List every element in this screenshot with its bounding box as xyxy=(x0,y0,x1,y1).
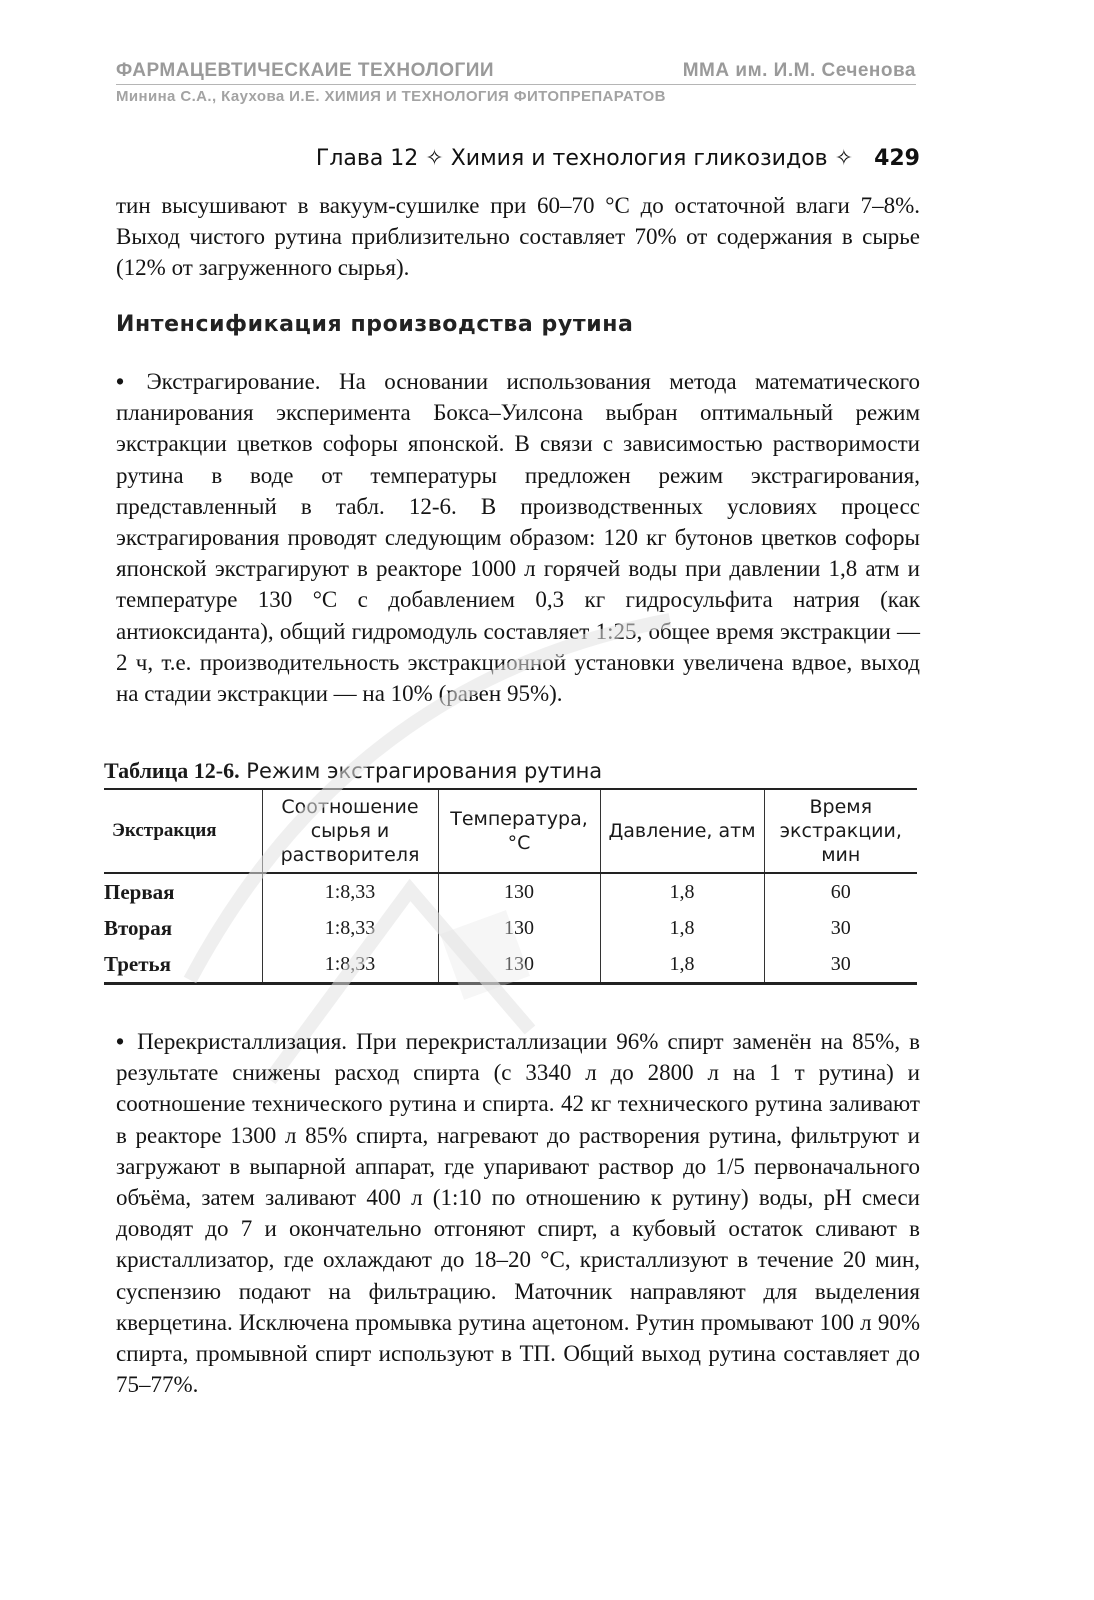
header-subtitle: Минина С.А., Каухова И.Е. ХИМИЯ И ТЕХНОЛОГИЯ ФИТОПРЕПАРАТОВ xyxy=(116,88,666,105)
table-caption-label: Таблица 12-6. xyxy=(104,758,240,783)
table-cell: 1,8 xyxy=(600,946,764,984)
table-cell: Третья xyxy=(104,951,171,976)
recrystallization-paragraph xyxy=(116,1026,920,1400)
section-title: Интенсификация производства рутина xyxy=(116,312,634,337)
header-left: ФАРМАЦЕВТИЧЕСКАИЕ ТЕХНОЛОГИИ xyxy=(116,60,495,81)
extraction-paragraph xyxy=(116,366,920,709)
table-cell: Первая xyxy=(104,879,175,904)
header-right: ММА им. И.М. Сеченова xyxy=(682,60,916,81)
chapter-title: Глава 12 ✧ Химия и технология гликозидов ✧ xyxy=(315,146,854,171)
table-header-row xyxy=(104,789,917,873)
page-number: 429 xyxy=(874,146,920,171)
table-cell: 130 xyxy=(438,910,600,946)
extraction-table xyxy=(104,788,917,985)
table-cell: 130 xyxy=(438,946,600,984)
running-head xyxy=(116,146,920,171)
table-header-cell: Соотношение сырья и растворителя xyxy=(262,789,438,873)
table-header-cell: Температура, °С xyxy=(438,789,600,873)
table-cell: 1,8 xyxy=(600,873,764,910)
header-line-1 xyxy=(116,60,916,82)
table-cell: Вторая xyxy=(104,915,173,940)
table-header-cell: Время экстракции, мин xyxy=(764,789,917,873)
paragraph-lead: Экстрагирование. xyxy=(146,369,321,394)
paragraph-lead: Перекристаллизация. xyxy=(137,1029,348,1054)
bullet-icon: • xyxy=(116,1029,125,1054)
table-row xyxy=(104,946,917,984)
paragraph-text: При перекристаллизации 96% спирт заменён на 85%, в результате снижены расход спирта (с 3340 л до 2800 л на 1 т рутина) и соотношение технического рутина и спирта. 42 кг технического рутина заливают в реакторе 1300 л 85% спирта, нагревают до растворения рутина, фильтруют и загружают в выпарной аппарат, где упаривают раствор до 1/5 первоначального объёма, затем заливают 400 л (1:10 по отношению к рутину) воды, pH смеси доводят до 7 и окончательно отгоняют спирт, а кубовый остаток сливают в кристаллизатор, где охлаждают до 18–20 °С, кристаллизуют в течение 20 мин, суспензию подают на фильтрацию. Маточник направляют для выделения кверцетина. Исключена промывка рутина ацетоном. Рутин промывают 100 л 90% спирта, промывной спирт используют в ТП. Общий выход рутина составляет до 75–77%. xyxy=(116,1029,920,1398)
header-divider xyxy=(116,84,916,85)
table-cell: 1:8,33 xyxy=(262,873,438,910)
table-header-cell: Экстракция xyxy=(112,820,217,841)
table-caption xyxy=(104,758,916,784)
table-cell: 1:8,33 xyxy=(262,946,438,984)
table-row xyxy=(104,910,917,946)
intro-paragraph: тин высушивают в вакуум-сушилке при 60–70 °С до остаточной влаги 7–8%. Выход чистого рутина приблизительно составляет 70% от содержания в сырье (12% от загруженного сырья). xyxy=(116,193,920,281)
paragraph-text: На основании использования метода математического планирования эксперимента Бокса–Уилсона выбран оптимальный режим экстракции цветков софоры японской. В связи с зависимостью растворимости рутина в воде от температуры предложен режим экстрагирования, представленный в табл. 12-6. В производственных условиях процесс экстрагирования проводят следующим образом: 120 кг бутонов цветков софоры японской экстрагируют в реакторе 1000 л горячей воды при давлении 1,8 атм и температуре 130 °С с добавлением 0,3 кг гидросульфита натрия (как антиоксиданта), общий гидромодуль составляет 1:25, общее время экстракции — 2 ч, т.е. производительность экстракционной установки увеличена вдвое, выход на стадии экстракции — на 10% (равен 95%). xyxy=(116,369,921,707)
table-caption-text: Режим экстрагирования рутина xyxy=(246,759,603,783)
table-cell: 1,8 xyxy=(600,910,764,946)
table-cell: 30 xyxy=(764,946,917,984)
table-header-cell: Давление, атм xyxy=(600,789,764,873)
table-row xyxy=(104,873,917,910)
table-cell: 130 xyxy=(438,873,600,910)
table-cell: 60 xyxy=(764,873,917,910)
table-cell: 1:8,33 xyxy=(262,910,438,946)
bullet-icon: • xyxy=(116,369,125,394)
table-cell: 30 xyxy=(764,910,917,946)
